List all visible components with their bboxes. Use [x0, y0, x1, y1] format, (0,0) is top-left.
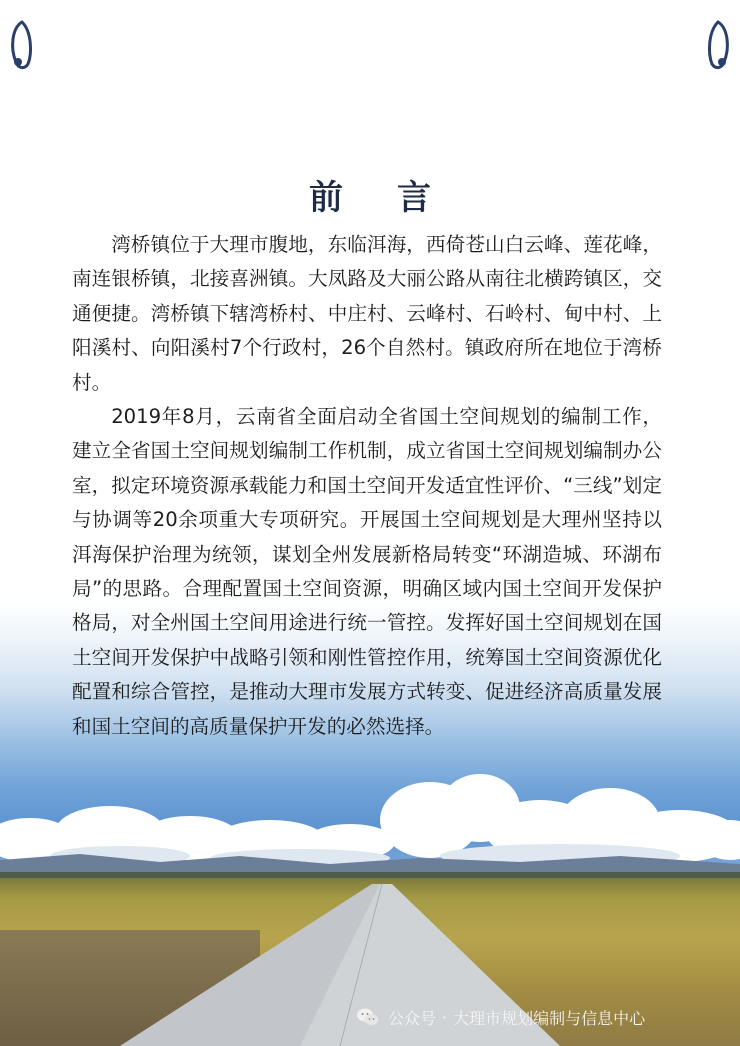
- paragraph-1: 湾桥镇位于大理市腹地，东临洱海，西倚苍山白云峰、莲花峰，南连银桥镇，北接喜洲镇。大凤路及大丽公路从南往北横跨镇区，交通便捷。湾桥镇下辖湾桥村、中庄村、云峰村、石岭村、甸中村、上阳溪村、向阳溪村7个行政村，26个自然村。镇政府所在地位于湾桥村。: [72, 233, 662, 394]
- corner-ornament-right: [704, 18, 732, 72]
- corner-ornament-left: [8, 18, 36, 72]
- page-title: 前言: [309, 178, 485, 218]
- wechat-watermark: [356, 1004, 736, 1030]
- wechat-icon: [356, 1007, 380, 1027]
- watermark-prefix: 公众号: [388, 1008, 437, 1028]
- watermark-separator: ·: [442, 1007, 448, 1027]
- watermark-account: 大理市规划编制与信息中心: [453, 1008, 646, 1028]
- preface-body: [72, 228, 662, 744]
- paragraph-2: 2019年8月，云南省全面启动全省国土空间规划的编制工作，建立全省国土空间规划编制工作机制，成立省国土空间规划编制办公室，拟定环境资源承载能力和国土空间开发适宜性评价、“三线”划定与协调等20余项重大专项研究。开展国土空间规划是大理州坚持以洱海保护治理为统领，谋划全州发展新格局转变“环湖造城、环湖布局”的思路。合理配置国土空间资源，明确区域内国土空间开发保护格局，对全州国土空间用途进行统一管控。发挥好国土空间规划在国土空间开发保护中战略引领和刚性管控作用，统筹国土空间资源优化配置和综合管控，是推动大理市发展方式转变、促进经济高质量发展和国土空间的高质量保护开发的必然选择。: [72, 405, 662, 738]
